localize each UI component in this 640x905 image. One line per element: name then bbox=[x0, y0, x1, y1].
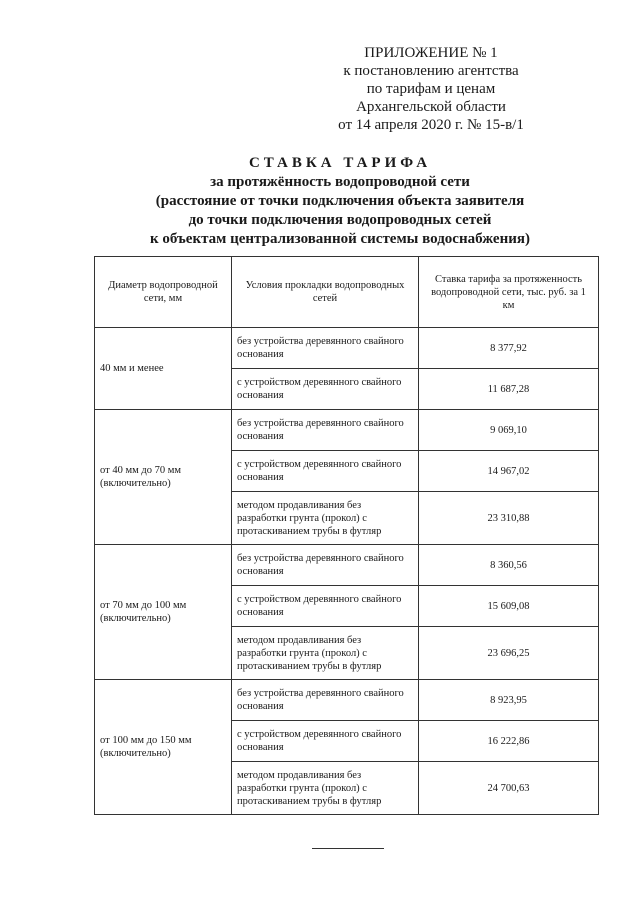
rate-cell: 14 967,02 bbox=[419, 451, 599, 492]
title-line: до точки подключения водопроводных сетей bbox=[188, 212, 492, 228]
condition-cell: с устройством деревянного свайного основания bbox=[232, 451, 419, 492]
rate-cell: 11 687,28 bbox=[419, 369, 599, 410]
appendix-line: ПРИЛОЖЕНИЕ № 1 bbox=[364, 45, 498, 61]
rate-cell: 23 310,88 bbox=[419, 492, 599, 545]
title-line: к объектам централизованной системы водоснабжения) bbox=[150, 231, 530, 247]
condition-cell: методом продавливания без разработки грунта (прокол) с протаскиванием трубы в футляр bbox=[232, 492, 419, 545]
condition-cell: с устройством деревянного свайного основания bbox=[232, 721, 419, 762]
rate-cell: 24 700,63 bbox=[419, 762, 599, 815]
appendix-line: Архангельской области bbox=[356, 99, 506, 115]
table-row bbox=[95, 545, 599, 586]
rate-cell: 9 069,10 bbox=[419, 410, 599, 451]
title-line: (расстояние от точки подключения объекта заявителя bbox=[155, 193, 525, 209]
diameter-cell: от 70 мм до 100 мм (включительно) bbox=[95, 545, 232, 680]
header-conditions: Условия прокладки водопроводных сетей bbox=[232, 257, 419, 328]
condition-cell: с устройством деревянного свайного основания bbox=[232, 586, 419, 627]
diameter-cell: от 100 мм до 150 мм (включительно) bbox=[95, 680, 232, 815]
title-line: за протяжённость водопроводной сети bbox=[210, 174, 470, 190]
rate-cell: 15 609,08 bbox=[419, 586, 599, 627]
condition-cell: с устройством деревянного свайного основания bbox=[232, 369, 419, 410]
appendix-line: к постановлению агентства bbox=[343, 63, 519, 79]
rate-cell: 23 696,25 bbox=[419, 627, 599, 680]
diameter-cell: 40 мм и менее bbox=[95, 328, 232, 410]
condition-cell: без устройства деревянного свайного основания bbox=[232, 680, 419, 721]
document-title bbox=[130, 154, 550, 249]
footer-divider bbox=[312, 848, 384, 849]
appendix-line: от 14 апреля 2020 г. № 15-в/1 bbox=[338, 117, 524, 133]
condition-cell: методом продавливания без разработки грунта (прокол) с протаскиванием трубы в футляр bbox=[232, 762, 419, 815]
condition-cell: без устройства деревянного свайного основания bbox=[232, 410, 419, 451]
rate-cell: 8 923,95 bbox=[419, 680, 599, 721]
rate-cell: 8 377,92 bbox=[419, 328, 599, 369]
table-row bbox=[95, 410, 599, 451]
rate-cell: 8 360,56 bbox=[419, 545, 599, 586]
rate-cell: 16 222,86 bbox=[419, 721, 599, 762]
appendix-block bbox=[300, 44, 562, 134]
title-heading: СТАВКА ТАРИФА bbox=[248, 155, 432, 171]
table-header-row bbox=[95, 257, 599, 328]
table-row bbox=[95, 680, 599, 721]
appendix-line: по тарифам и ценам bbox=[366, 81, 496, 97]
diameter-cell: от 40 мм до 70 мм (включительно) bbox=[95, 410, 232, 545]
header-diameter: Диаметр водопроводной сети, мм bbox=[95, 257, 232, 328]
condition-cell: методом продавливания без разработки грунта (прокол) с протаскиванием трубы в футляр bbox=[232, 627, 419, 680]
condition-cell: без устройства деревянного свайного основания bbox=[232, 545, 419, 586]
tariff-table bbox=[94, 256, 599, 815]
condition-cell: без устройства деревянного свайного основания bbox=[232, 328, 419, 369]
header-rate: Ставка тарифа за протяженность водопроводной сети, тыс. руб. за 1 км bbox=[419, 257, 599, 328]
table-row bbox=[95, 328, 599, 369]
